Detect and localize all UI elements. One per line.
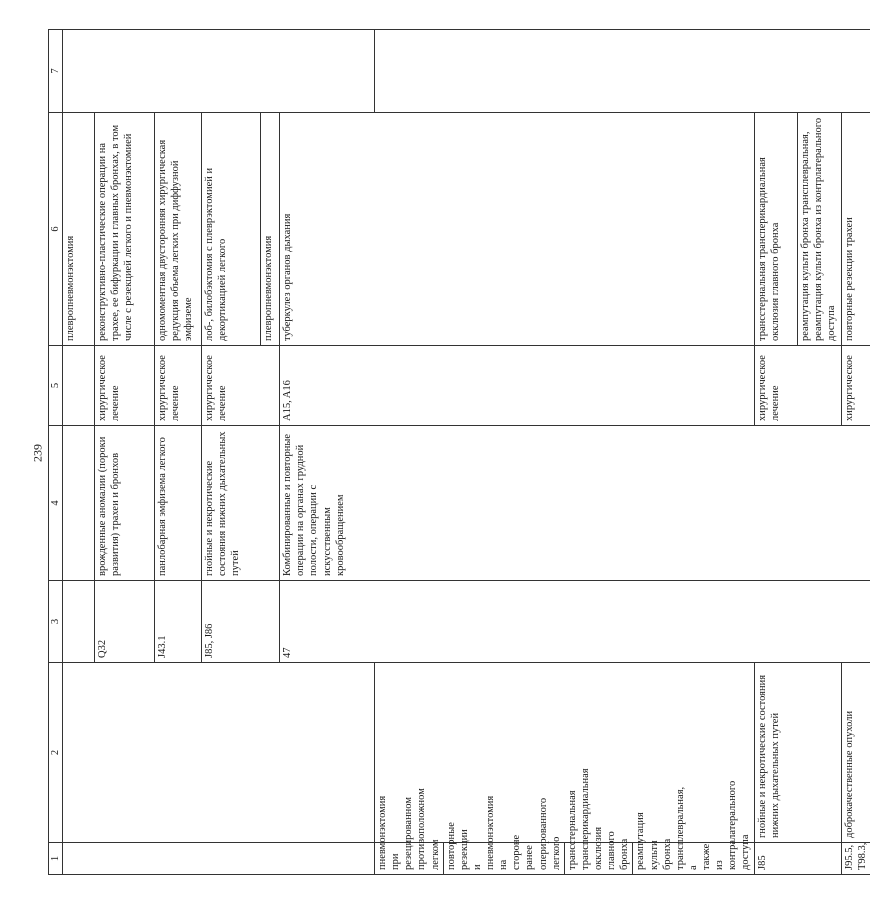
- cell-code: Q32: [94, 580, 154, 662]
- col-header-5: 5: [48, 345, 62, 425]
- cell-method: трансстернальная трансперикардиальная окклюзия главного бронха: [564, 842, 633, 874]
- page-number: 239: [30, 444, 45, 462]
- cell-code: J85: [754, 842, 841, 874]
- col-header-7: 7: [48, 29, 62, 112]
- cell-method: повторные резекции и пневмонэктомия на стороне ранее оперированного легкого: [443, 842, 564, 874]
- cell-treatment-empty: [62, 345, 94, 425]
- cell-name-empty: [62, 662, 374, 842]
- table-row: [62, 29, 94, 874]
- cell-diagnosis: гнойные и некротические состояния нижних дыхательных путей: [201, 425, 279, 580]
- cell-code: J85, J86: [201, 580, 279, 662]
- col-header-3: 3: [48, 580, 62, 662]
- cell-diagnosis: врожденные аномалии (пороки развития) трахеи и бронхов: [94, 425, 154, 580]
- cell-diagnosis-empty: [62, 425, 94, 580]
- header-row: [48, 29, 62, 874]
- cell-method: трансстернальная трансперикардиальная окклюзия главного бронха: [754, 112, 797, 345]
- cell-num-empty: [62, 842, 374, 874]
- cell-method: реампутация культи бронха трансплевральная, а также из контралатерального доступа: [632, 842, 753, 874]
- cell-method: лоб-, билобэктомия с плеврэктомией и декортикацией легкого: [201, 112, 260, 345]
- cell-treatment: хирургическое лечение: [154, 345, 201, 425]
- cell-code: J95.5, T98.3,: [841, 842, 870, 874]
- medical-care-table: [48, 29, 870, 875]
- cell-treatment: хирургическое лечение: [754, 345, 841, 425]
- cell-diagnosis: панлобарная эмфизема легкого: [154, 425, 201, 580]
- cell-norm-empty: [62, 29, 374, 112]
- col-header-4: 4: [48, 425, 62, 580]
- cell-method: реампутация культи бронха трансплевральная, реампутация культи бронха из контрлатерального доступа: [797, 112, 841, 345]
- cell-treatment: хирургическое лечение: [201, 345, 279, 425]
- cell-care-type: Комбинированные и повторные операции на органах грудной полости, операции с искусственным кровообращением: [279, 425, 870, 580]
- cell-diagnosis: туберкулез органов дыхания: [279, 112, 753, 345]
- cell-code: A15, A16: [279, 345, 753, 425]
- col-header-2: 2: [48, 662, 62, 842]
- col-header-6: 6: [48, 112, 62, 345]
- cell-code: J43.1: [154, 580, 201, 662]
- cell-method: плевропневмонэктомия: [62, 112, 94, 345]
- cell-method: одномоментная двусторонняя хирургическая редукция объема легких при диффузной эмфиземе: [154, 112, 201, 345]
- cell-method: реконструктивно-пластические операции на трахее, ее бифуркации и главных бронхах, в том числе с резекцией легкого и пневмонэктомией: [94, 112, 154, 345]
- cell-diagnosis: гнойные и некротические состояния нижних дыхательных путей: [754, 662, 841, 842]
- cell-treatment: хирургическое: [841, 345, 870, 425]
- rotated-table-container: [48, 30, 868, 875]
- cell-diagnosis: доброкачественные опухоли: [841, 662, 870, 842]
- cell-treatment: хирургическое лечение: [94, 345, 154, 425]
- cell-method: повторные резекции трахеи: [841, 112, 870, 345]
- cell-row-number: 47: [279, 580, 870, 662]
- cell-method: плевропневмонэктомия: [260, 112, 279, 345]
- col-header-1: 1: [48, 842, 62, 874]
- cell-method: пневмонэктомия при резецированном противоположном легком: [374, 842, 443, 874]
- cell-code-empty: [62, 580, 94, 662]
